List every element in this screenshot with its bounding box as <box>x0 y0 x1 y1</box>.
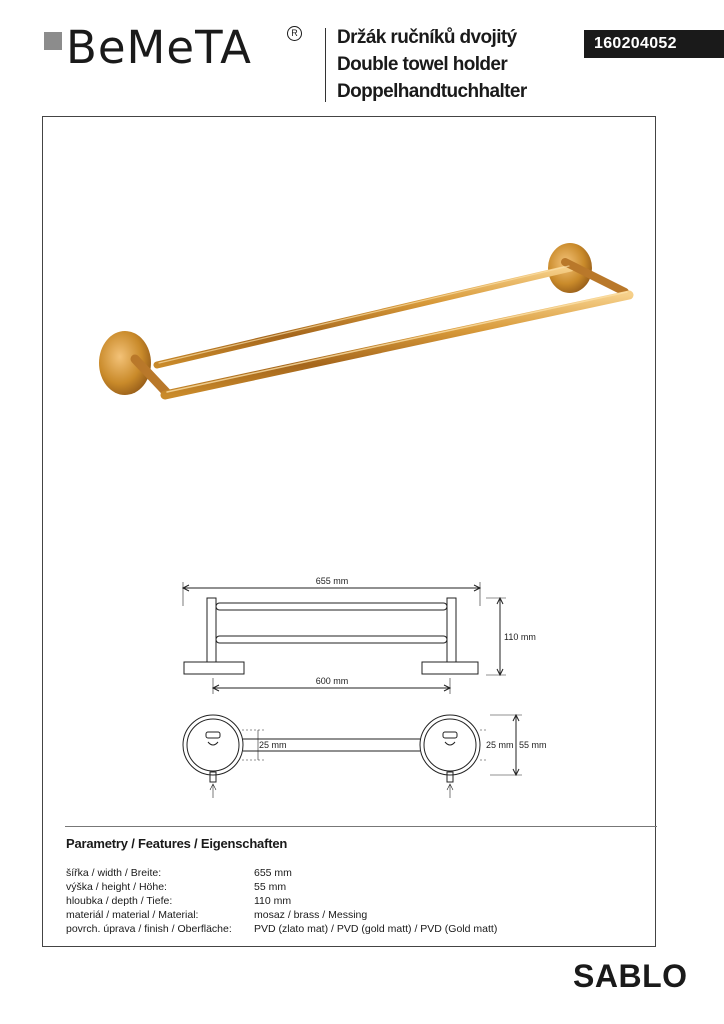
features-divider <box>65 826 657 827</box>
brand-logo <box>44 21 306 74</box>
product-name-en: Double towel holder <box>337 54 508 75</box>
product-code-badge: 160204052 <box>584 30 724 58</box>
product-name-de: Doppelhandtuchhalter <box>337 81 527 102</box>
feature-value: 55 mm <box>254 881 287 893</box>
feature-row <box>66 922 626 936</box>
feature-label: materiál / material / Material: <box>66 909 199 921</box>
depth-dimension-label: 110 mm <box>504 632 536 642</box>
feature-row <box>66 866 626 880</box>
feature-row <box>66 880 626 894</box>
registered-mark-icon: R <box>287 26 302 41</box>
logo-wordmark: BeMeTA <box>66 21 252 74</box>
feature-value: 655 mm <box>254 867 292 879</box>
feature-value: 110 mm <box>254 895 292 907</box>
inner-width-dimension-label: 600 mm <box>315 676 349 686</box>
feature-row <box>66 908 626 922</box>
feature-value: PVD (zlato mat) / PVD (gold matt) / PVD (Gold matt) <box>254 923 498 935</box>
technical-drawing <box>170 570 560 810</box>
features-title: Parametry / Features / Eigenschaften <box>66 836 288 851</box>
feature-label: povrch. úprava / finish / Oberfläche: <box>66 923 232 935</box>
feature-value: mosaz / brass / Messing <box>254 909 368 921</box>
features-table <box>66 866 626 936</box>
logo-square-mark <box>44 32 62 50</box>
feature-label: šířka / width / Breite: <box>66 867 162 879</box>
product-titles <box>337 24 527 105</box>
feature-row <box>66 894 626 908</box>
feature-label: výška / height / Höhe: <box>66 881 167 893</box>
height-dimension-label: 55 mm <box>519 740 547 750</box>
product-series-name: SABLO <box>573 958 688 994</box>
width-dimension-label: 655 mm <box>315 576 349 586</box>
rosette-right-label: 25 mm <box>486 740 514 750</box>
product-image <box>95 235 640 415</box>
product-name-cs: Držák ručníků dvojitý <box>337 27 517 48</box>
title-divider <box>325 28 326 102</box>
rosette-diameter-label: 25 mm <box>259 740 287 750</box>
feature-label: hloubka / depth / Tiefe: <box>66 895 173 907</box>
